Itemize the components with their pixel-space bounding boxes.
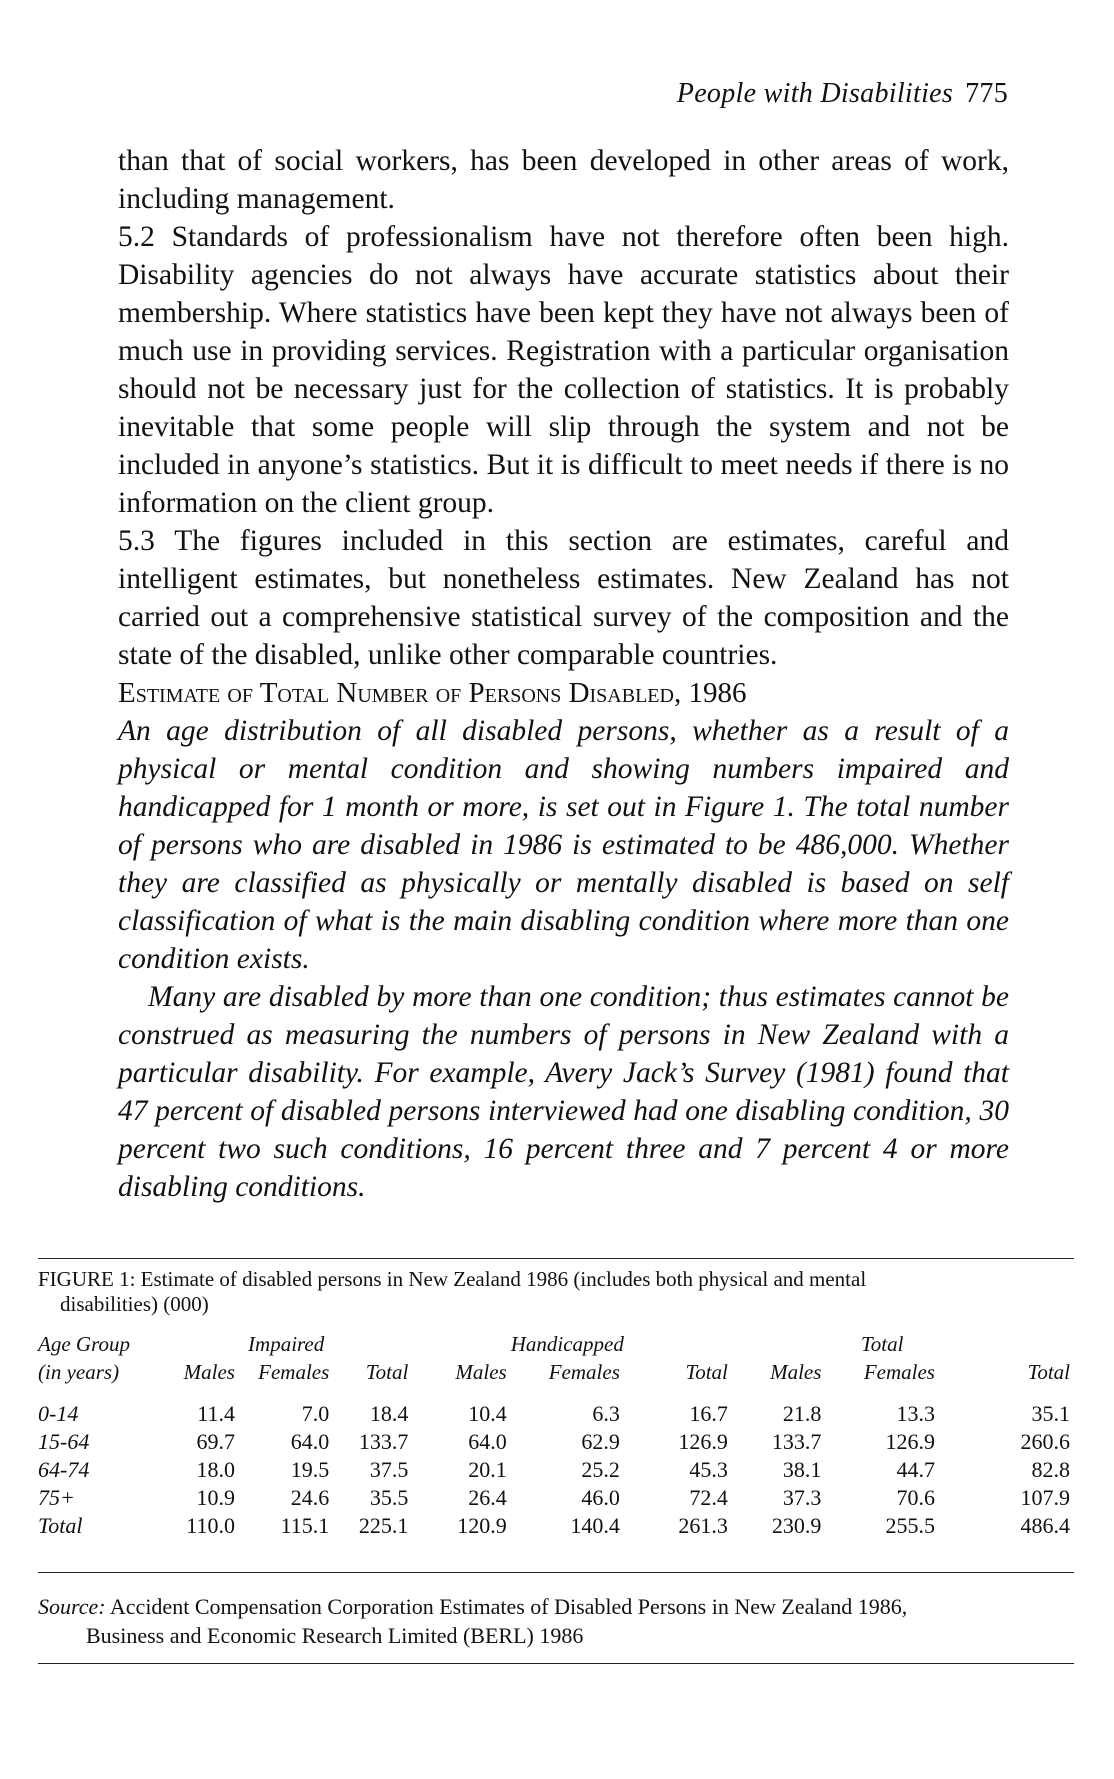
value-cell: 11.4 [197, 1401, 235, 1426]
value-cell: 35.1 [1031, 1401, 1070, 1426]
value-cell: 37.5 [369, 1457, 409, 1482]
running-title: People with Disabilities [676, 78, 954, 109]
value-cell: 6.3 [592, 1401, 620, 1426]
header-total-males: Males [770, 1359, 822, 1384]
age-group-cell: Total [38, 1513, 83, 1538]
value-cell: 120.9 [457, 1513, 507, 1538]
value-cell: 38.1 [782, 1457, 822, 1482]
table-row [38, 1400, 1074, 1428]
header-handicapped: Handicapped [510, 1331, 624, 1356]
header-total-females: Females [863, 1359, 935, 1384]
paragraph-5-2: 5.2 Standards of professionalism have not therefore often been high. Disability agencies do not always have accurate statistics about their membership. Where statistics have been kept they have not always been of much use in providing services. Registration with a particular organisation should not be necessary just for the collection of statistics. It is probably inevitable that some people will slip through the system and not be included in anyone’s statistics. But it is difficult to meet needs if there is no information on the client group. [118, 221, 1009, 519]
value-cell: 486.4 [1020, 1513, 1070, 1538]
value-cell: 35.5 [369, 1485, 409, 1510]
value-cell: 64.0 [290, 1429, 330, 1454]
section-heading: Estimate of Total Number of Persons Disabled, 1986 [118, 677, 747, 709]
age-group-cell: 64-74 [38, 1457, 90, 1482]
value-cell: 16.7 [689, 1401, 728, 1426]
disability-estimates-table [38, 1330, 1074, 1540]
figure-top-rule [38, 1258, 1074, 1259]
value-cell: 72.4 [689, 1485, 728, 1510]
italic-paragraph-2: Many are disabled by more than one condition; thus estimates cannot be construed as measuring the numbers of persons in New Zealand with a particular disability. For example, Avery Jack’s Survey (1981) found that 47 percent of disabled persons interviewed had one disabling condition, 30 percent two such conditions, 16 percent three and 7 percent 4 or more disabling conditions. [118, 981, 1009, 1203]
value-cell: 44.7 [896, 1457, 935, 1482]
value-cell: 18.4 [369, 1401, 409, 1426]
age-group-cell: 75+ [38, 1485, 75, 1510]
table-header-row-1 [38, 1330, 1074, 1358]
body-text [118, 142, 1009, 1206]
source-line2: Business and Economic Research Limited (BERL) 1986 [86, 1623, 584, 1648]
value-cell: 62.9 [581, 1429, 620, 1454]
header-impaired: Impaired [248, 1331, 325, 1356]
value-cell: 261.3 [678, 1513, 728, 1538]
value-cell: 25.2 [581, 1457, 620, 1482]
value-cell: 45.3 [689, 1457, 728, 1482]
table-bottom-rule [38, 1572, 1074, 1573]
page-bottom-rule [38, 1663, 1074, 1664]
value-cell: 140.4 [570, 1513, 620, 1538]
figure-caption-line1: FIGURE 1: Estimate of disabled persons in New Zealand 1986 (includes both physical and mental [38, 1267, 867, 1291]
table-row [38, 1512, 1074, 1540]
table-body [38, 1400, 1074, 1540]
value-cell: 37.3 [782, 1485, 822, 1510]
source-label: Source: [38, 1594, 106, 1619]
value-cell: 126.9 [678, 1429, 728, 1454]
value-cell: 24.6 [290, 1485, 330, 1510]
figure-caption [38, 1267, 1074, 1317]
value-cell: 255.5 [885, 1513, 935, 1538]
value-cell: 21.8 [782, 1401, 822, 1426]
value-cell: 19.5 [290, 1457, 330, 1482]
page-number: 775 [965, 78, 1008, 109]
header-in-years: (in years) [38, 1359, 120, 1384]
header-impaired-total: Total [365, 1359, 409, 1384]
header-handicapped-total: Total [685, 1359, 728, 1384]
value-cell: 230.9 [771, 1513, 822, 1538]
value-cell: 20.1 [468, 1457, 507, 1482]
header-handicapped-males: Males [455, 1359, 507, 1384]
header-total-total: Total [1027, 1359, 1070, 1384]
value-cell: 115.1 [280, 1513, 330, 1538]
header-impaired-males: Males [183, 1359, 235, 1384]
value-cell: 69.7 [196, 1429, 235, 1454]
value-cell: 18.0 [196, 1457, 235, 1482]
age-group-cell: 15-64 [38, 1429, 90, 1454]
value-cell: 107.9 [1020, 1485, 1070, 1510]
value-cell: 260.6 [1020, 1429, 1070, 1454]
age-group-cell: 0-14 [38, 1401, 79, 1426]
running-header [677, 78, 1008, 110]
figure-caption-line2: disabilities) (000) [60, 1292, 209, 1316]
value-cell: 133.7 [358, 1429, 409, 1454]
table-row [38, 1484, 1074, 1512]
value-cell: 26.4 [468, 1485, 507, 1510]
value-cell: 7.0 [301, 1401, 330, 1426]
table-row [38, 1456, 1074, 1484]
header-handicapped-females: Females [548, 1359, 620, 1384]
table-header-row-2 [38, 1358, 1074, 1386]
value-cell: 70.6 [896, 1485, 935, 1510]
value-cell: 64.0 [468, 1429, 507, 1454]
value-cell: 13.3 [896, 1401, 935, 1426]
value-cell: 126.9 [885, 1429, 935, 1454]
source-note [38, 1592, 1074, 1650]
paragraph-continued: than that of social workers, has been developed in other areas of work, including management. [118, 145, 1009, 215]
italic-paragraph-1: An age distribution of all disabled persons, whether as a result of a physical or mental condition and showing numbers impaired and handicapped for 1 month or more, is set out in Figure 1. The total number of persons who are disabled in 1986 is estimated to be 486,000. Whether they are classified as physically or mentally disabled is based on self classification of what is the main disabling condition where more than one condition exists. [118, 715, 1009, 975]
value-cell: 10.4 [468, 1401, 507, 1426]
paragraph-5-3: 5.3 The figures included in this section are estimates, careful and intelligent estimates, but nonetheless estimates. New Zealand has not carried out a comprehensive statistical survey of the composition and the state of the disabled, unlike other comparable countries. [118, 525, 1009, 671]
value-cell: 225.1 [358, 1513, 409, 1538]
value-cell: 133.7 [771, 1429, 822, 1454]
value-cell: 82.8 [1031, 1457, 1070, 1482]
source-line1: Accident Compensation Corporation Estimates of Disabled Persons in New Zealand 1986, [109, 1594, 908, 1619]
table-row [38, 1428, 1074, 1456]
value-cell: 110.0 [186, 1513, 235, 1538]
header-age-group: Age Group [38, 1331, 130, 1356]
header-total-group: Total [860, 1331, 904, 1356]
header-impaired-females: Females [258, 1359, 330, 1384]
value-cell: 46.0 [581, 1485, 620, 1510]
value-cell: 10.9 [196, 1485, 235, 1510]
